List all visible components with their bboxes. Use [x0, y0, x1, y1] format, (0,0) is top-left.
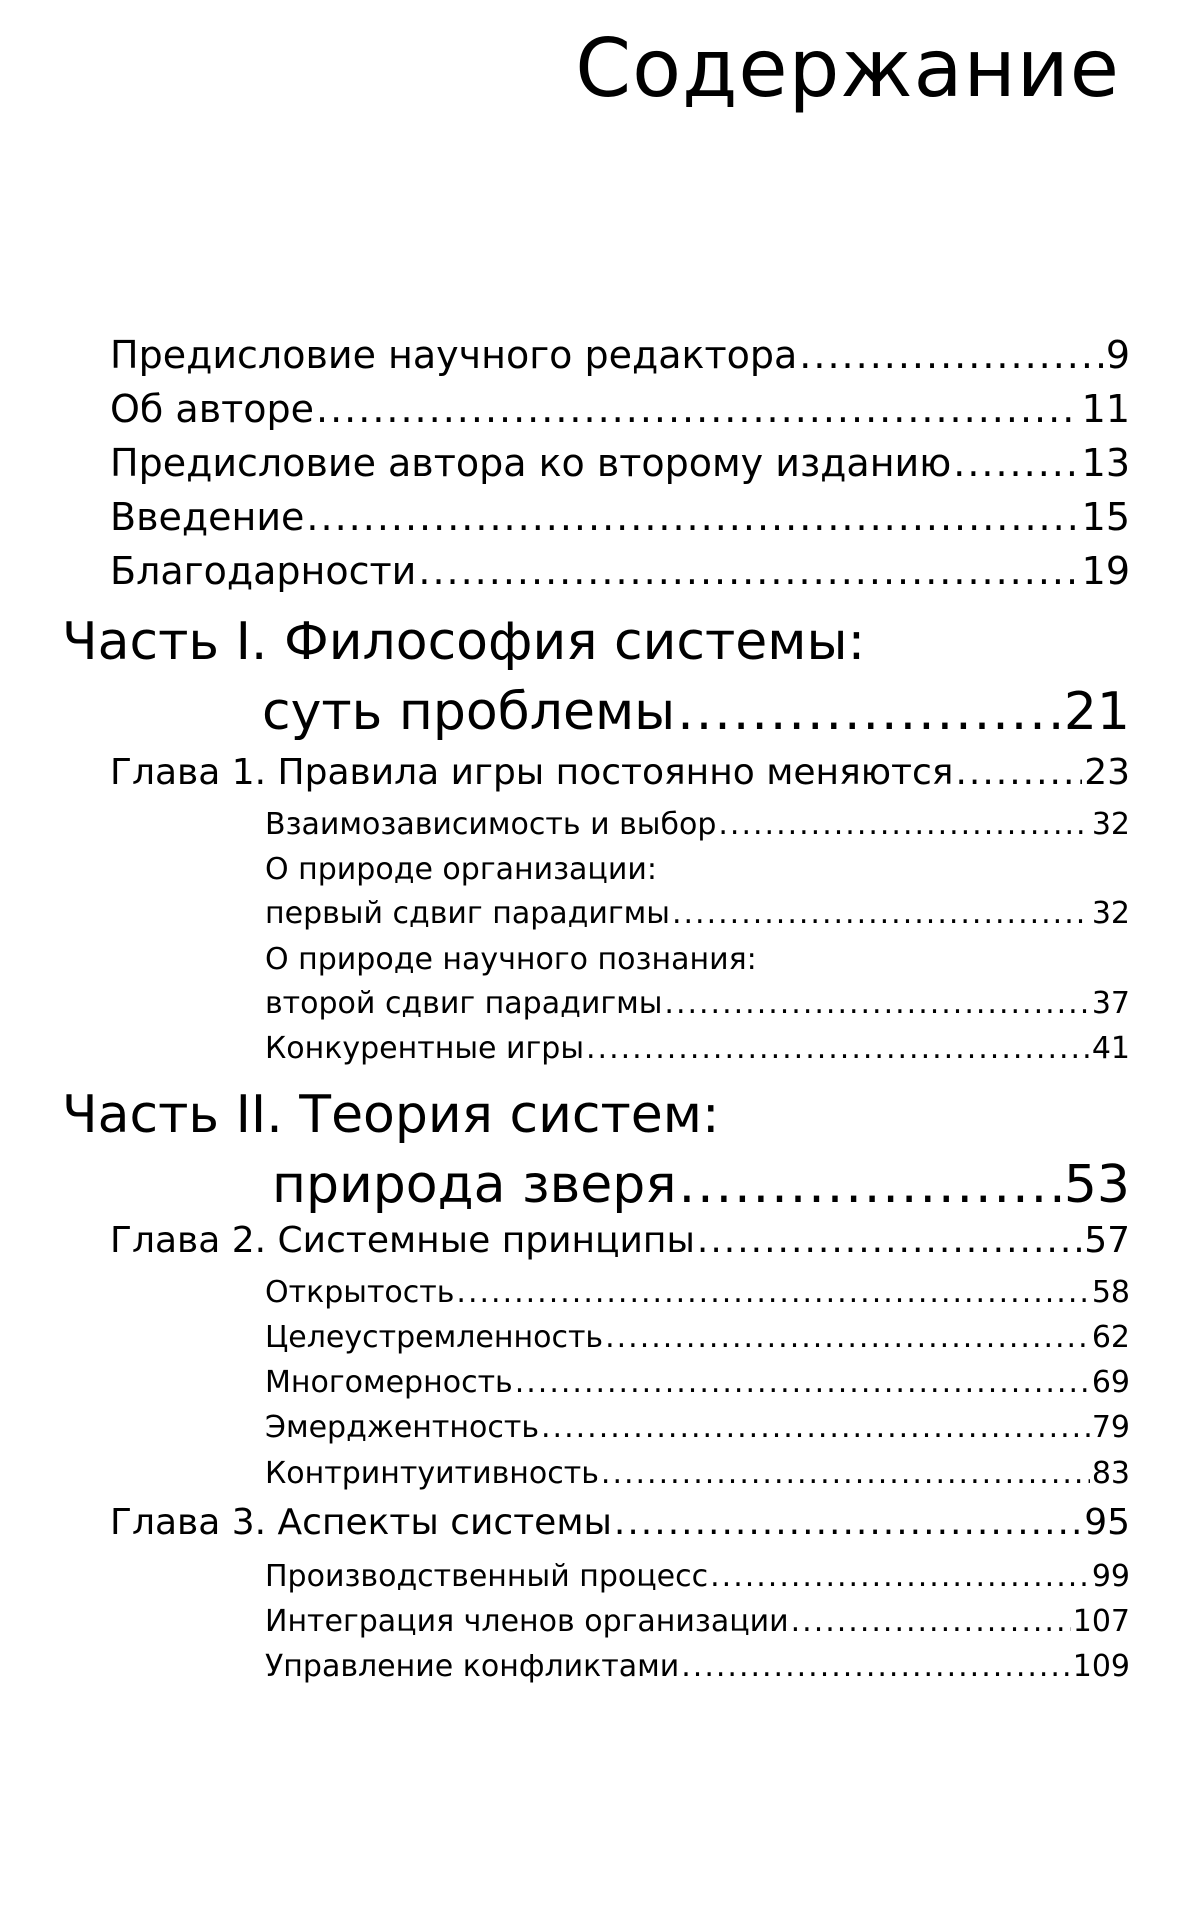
section-entry-line1: О природе научного познания:: [265, 942, 757, 977]
toc-entry: [110, 549, 1130, 593]
toc-entry-label: Предисловие автора ко второму изданию: [110, 441, 952, 485]
toc-entry-page: 41: [1091, 1031, 1130, 1066]
leader-dots: [456, 1275, 1089, 1310]
toc-entry-page: 79: [1091, 1410, 1130, 1445]
part-heading-entry: [272, 1155, 1130, 1215]
leader-dots: [614, 1502, 1082, 1543]
section-entry: [265, 896, 1130, 931]
toc-entry: [110, 387, 1130, 431]
section-entry: [265, 1456, 1130, 1491]
toc-entry-page: 13: [1081, 441, 1130, 485]
toc-entry-label: Взаимозависимость и выбор: [265, 807, 717, 842]
toc-entry-label: Глава 3. Аспекты системы: [110, 1502, 612, 1543]
chapter-entry: [110, 752, 1130, 793]
toc-entry-label: Производственный процесс: [265, 1559, 709, 1594]
toc-entry-page: 32: [1091, 807, 1130, 842]
toc-entry-label: Введение: [110, 495, 305, 539]
toc-entry-page: 53: [1063, 1155, 1130, 1215]
toc-entry-page: 11: [1081, 387, 1130, 431]
leader-dots: [677, 682, 1062, 742]
leader-dots: [586, 1031, 1090, 1066]
leader-dots: [605, 1320, 1090, 1355]
toc-entry-label: Эмерджентность: [265, 1410, 540, 1445]
leader-dots: [718, 807, 1089, 842]
toc-entry-page: 21: [1063, 682, 1130, 742]
toc-entry-page: 32: [1091, 896, 1130, 931]
toc-entry: [110, 495, 1130, 539]
toc-entry: [110, 333, 1130, 377]
leader-dots: [316, 387, 1080, 431]
toc-entry-label: природа зверя: [272, 1155, 677, 1215]
section-entry: [265, 986, 1130, 1021]
toc-entry-label: Конкурентные игры: [265, 1031, 585, 1066]
toc-entry-label: Предисловие научного редактора: [110, 333, 798, 377]
leader-dots: [664, 986, 1089, 1021]
chapter-entry: [110, 1502, 1130, 1543]
toc-entry: [110, 441, 1130, 485]
toc-entry-label: Управление конфликтами: [265, 1649, 680, 1684]
leader-dots: [799, 333, 1104, 377]
toc-entry-label: Глава 2. Системные принципы: [110, 1220, 695, 1261]
toc-entry-page: 83: [1091, 1456, 1130, 1491]
leader-dots: [672, 896, 1090, 931]
toc-entry-page: 69: [1091, 1365, 1130, 1400]
leader-dots: [306, 495, 1079, 539]
toc-entry-page: 19: [1081, 549, 1130, 593]
section-entry-line1: О природе организации:: [265, 852, 657, 887]
leader-dots: [791, 1604, 1071, 1639]
toc-entry-page: 57: [1084, 1220, 1130, 1261]
toc-entry-page: 9: [1105, 333, 1130, 377]
leader-dots: [541, 1410, 1090, 1445]
toc-entry-label: Об авторе: [110, 387, 314, 431]
toc-entry-page: 107: [1072, 1604, 1130, 1639]
leader-dots: [953, 441, 1079, 485]
section-entry: [265, 1031, 1130, 1066]
section-entry: [265, 1275, 1130, 1310]
toc-entry-label: Глава 1. Правила игры постоянно меняются: [110, 752, 954, 793]
section-entry: [265, 807, 1130, 842]
toc-entry-label: Контринтуитивность: [265, 1456, 599, 1491]
leader-dots: [710, 1559, 1090, 1594]
leader-dots: [418, 549, 1079, 593]
leader-dots: [955, 752, 1082, 793]
toc-entry-page: 109: [1072, 1649, 1130, 1684]
toc-entry-label: Открытость: [265, 1275, 455, 1310]
toc-entry-page: 99: [1091, 1559, 1130, 1594]
toc-entry-page: 62: [1091, 1320, 1130, 1355]
part-heading: Часть II. Теория систем:: [62, 1085, 720, 1145]
toc-entry-page: 37: [1091, 986, 1130, 1021]
toc-entry-label: первый сдвиг парадигмы: [265, 896, 670, 931]
leader-dots: [679, 1155, 1062, 1215]
section-entry: [265, 1604, 1130, 1639]
leader-dots: [681, 1649, 1070, 1684]
toc-entry-label: Интеграция членов организации: [265, 1604, 789, 1639]
section-entry: [265, 1410, 1130, 1445]
toc-entry-page: 95: [1084, 1502, 1130, 1543]
section-entry: [265, 1649, 1130, 1684]
toc-entry-label: суть проблемы: [262, 682, 676, 742]
page-title: Содержание: [575, 22, 1120, 115]
toc-entry-label: Благодарности: [110, 549, 417, 593]
section-entry: [265, 1559, 1130, 1594]
toc-entry-label: второй сдвиг парадигмы: [265, 986, 663, 1021]
part-heading-entry: [262, 682, 1130, 742]
section-entry: [265, 1320, 1130, 1355]
section-entry: [265, 1365, 1130, 1400]
leader-dots: [601, 1456, 1090, 1491]
leader-dots: [515, 1365, 1090, 1400]
chapter-entry: [110, 1220, 1130, 1261]
part-heading: Часть I. Философия системы:: [62, 612, 866, 672]
toc-entry-page: 58: [1091, 1275, 1130, 1310]
toc-entry-page: 23: [1084, 752, 1130, 793]
toc-entry-page: 15: [1081, 495, 1130, 539]
toc-entry-label: Целеустремленность: [265, 1320, 604, 1355]
leader-dots: [697, 1220, 1082, 1261]
toc-entry-label: Многомерность: [265, 1365, 513, 1400]
